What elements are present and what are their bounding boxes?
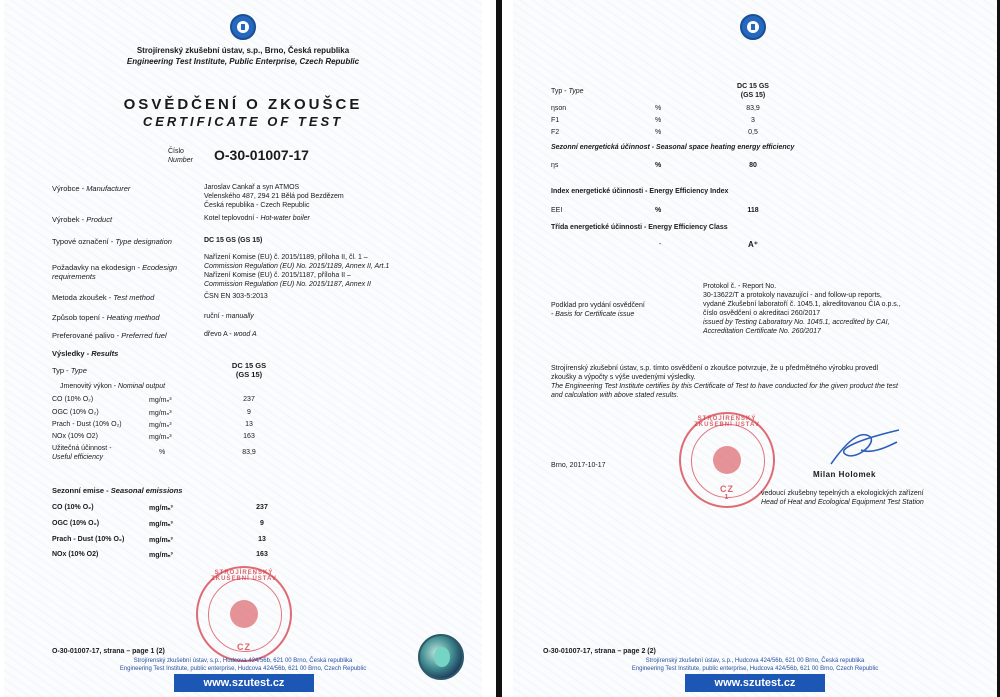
table-row-label: CO (10% O₂) — [52, 396, 94, 403]
footer-address-en: Engineering Test Institute, public enterprise, Hudcova 424/56b, 621 00 Brno, Czech Republic — [119, 666, 367, 672]
eei-unit: % — [655, 207, 662, 214]
page-divider — [496, 0, 502, 697]
table-row-label: CO (10% O₂) — [52, 504, 94, 511]
ecodesign-label: Požadavky na ekodesign - Ecodesign — [52, 263, 178, 272]
manufacturer-line-3: Česká republika - Czech Republic — [204, 202, 310, 209]
table-row-value: 0,5 — [748, 129, 758, 136]
heating-method-label: Způsob topení - Heating method — [52, 313, 160, 322]
footer-page-number: O-30-01007-17, strana – page 2 (2) — [543, 648, 656, 655]
table-row-label: F2 — [551, 129, 560, 136]
table-row-value: 237 — [243, 396, 255, 403]
issue-date: Brno, 2017-10-17 — [551, 462, 606, 469]
useful-efficiency-label-en: Useful efficiency — [52, 454, 103, 461]
table-row-value: 163 — [243, 433, 255, 440]
signer-name: Milan Holomek — [813, 470, 876, 479]
manufacturer-label: Výrobce - Manufacturer — [52, 184, 131, 193]
useful-efficiency-unit: % — [159, 449, 166, 456]
table-row-label: OGC (10% O₂) — [52, 520, 100, 527]
table-row-value: 163 — [256, 551, 268, 558]
table-row-unit: % — [655, 117, 662, 124]
table-row-label: NOx (10% O2) — [52, 433, 98, 440]
hologram-seal-icon — [418, 634, 464, 680]
ecodesign-label-2: requirements — [52, 272, 96, 281]
nominal-output-label: Jmenovitý výkon - Nominal output — [60, 383, 166, 390]
protocol-line-1: Protokol č. - Report No. — [703, 283, 777, 290]
fuel-value: dřevo A - wood A — [204, 331, 257, 338]
table-row-label: Prach - Dust (10% O₂) — [52, 536, 125, 543]
test-method-label: Metoda zkoušek - Test method — [52, 293, 155, 302]
ns-unit: % — [655, 162, 662, 169]
footer-address-cz: Strojírenský zkušební ústav, s.p., Hudcova 424/56b, 621 00 Brno, Česká republika — [133, 658, 353, 664]
official-stamp-icon: STROJÍRENSKÝ ZKUŠEBNÍ ÚSTAV CZ 1 — [679, 412, 775, 508]
ns-label: ηs — [551, 162, 559, 169]
footer-address-en: Engineering Test Institute, public enterprise, Hudcova 424/56b, 621 00 Brno, Czech Republic — [631, 666, 879, 672]
handwritten-signature-icon — [825, 424, 905, 470]
results-type-col-1: DC 15 GS — [231, 361, 267, 370]
ecodesign-line-4: Commission Regulation (EU) No. 2015/1187, Annex II — [204, 281, 371, 288]
statement-en-line-2: and calculation with above stated results. — [551, 392, 679, 399]
statement-cz-line-2: zkoušky a výpočty s výše uvedenými výsledky. — [551, 374, 696, 381]
certificate-page-2 — [513, 0, 997, 697]
heating-method-value: ruční - manually — [204, 313, 254, 320]
official-stamp-icon: STROJÍRENSKÝ ZKUŠEBNÍ ÚSTAV CZ — [196, 566, 292, 662]
table-row-unit: mg/mₙ³ — [149, 434, 172, 441]
table-row-unit: mg/mₙ³ — [149, 410, 172, 417]
table-row-value: 237 — [256, 504, 268, 511]
test-method-value: ČSN EN 303-5:2013 — [204, 293, 268, 300]
title-en: CERTIFICATE OF TEST — [142, 114, 344, 129]
table-row-label: NOx (10% O2) — [52, 551, 99, 558]
protocol-line-2: 30-13622/T a protokoly navazující - and follow-up reports, — [703, 292, 882, 299]
product-label: Výrobek - Product — [52, 215, 113, 224]
table-row-label: Prach - Dust (10% O₂) — [52, 421, 122, 428]
szu-logo-icon — [230, 14, 256, 40]
results-type-label: Typ - Type — [52, 366, 87, 375]
signer-title-cz: vedoucí zkušebny tepelných a ekologických zařízení — [761, 490, 924, 497]
protocol-line-6: Accreditation Certificate No. 260/2017 — [703, 328, 821, 335]
table-row-value: 9 — [260, 520, 264, 527]
energy-class-value: A⁺ — [748, 240, 758, 249]
table-row-unit: mg/mₙ³ — [149, 422, 172, 429]
useful-efficiency-value: 83,9 — [242, 449, 256, 456]
institute-name-en: Engineering Test Institute, Public Enterprise, Czech Republic — [126, 57, 360, 66]
table-row-unit: mg/mₙ³ — [149, 397, 172, 404]
energy-class-heading: Třída energetické účinnosti - Energy Efficiency Class — [551, 224, 728, 231]
type-designation-label: Typové označení - Type designation — [52, 237, 172, 246]
type-col-1: DC 15 GS — [737, 83, 769, 90]
table-row-unit: mg/mₙ³ — [149, 505, 173, 512]
certificate-number: O-30-01007-17 — [214, 147, 309, 163]
certificate-page-1 — [4, 0, 482, 697]
table-row-unit: % — [655, 129, 662, 136]
szu-logo-icon — [740, 14, 766, 40]
manufacturer-line-2: Velenského 487, 294 21 Bělá pod Bezdězem — [204, 193, 344, 200]
number-label-cz: Číslo — [168, 148, 184, 155]
statement-en-line-1: The Engineering Test Institute certifies by this Certificate of Test to have conducted for the given product the test — [551, 383, 898, 390]
energy-class-dash: - — [659, 241, 662, 248]
title-cz: OSVĚDČENÍ O ZKOUŠCE — [123, 96, 363, 113]
manufacturer-line-1: Jaroslav Cankař a syn ATMOS — [204, 184, 300, 191]
table-row-value: 83,9 — [746, 105, 760, 112]
ecodesign-line-1: Nařízení Komise (EU) č. 2015/1189, příloha II, čl. 1 – — [204, 254, 368, 261]
ecodesign-line-2: Commission Regulation (EU) No. 2015/1189, Annex II, Art.1 — [204, 263, 390, 270]
table-row-unit: mg/mₙ³ — [149, 521, 173, 528]
basis-label-cz: Podklad pro vydání osvědčení — [551, 302, 645, 309]
footer-website-link[interactable]: www.szutest.cz — [685, 674, 825, 692]
table-row-label: F1 — [551, 117, 560, 124]
signer-title-en: Head of Heat and Ecological Equipment Test Station — [761, 499, 924, 506]
protocol-line-5: issued by Testing Laboratory No. 1045.1, accredited by CAI, — [703, 319, 890, 326]
ns-value: 80 — [749, 162, 757, 169]
type-label: Typ - Type — [551, 88, 584, 95]
institute-name-cz: Strojírenský zkušební ústav, s.p., Brno, Česká republika — [136, 46, 350, 55]
protocol-line-4: číslo osvědčení o akreditaci 260/2017 — [703, 310, 821, 317]
statement-cz-line-1: Strojírenský zkušební ústav, s.p. tímto osvědčení o zkoušce potvrzuje, že u předmětného výrobku provedl — [551, 365, 879, 372]
number-label-en: Number — [168, 157, 193, 164]
table-row-unit: mg/mₙ³ — [149, 537, 173, 544]
footer-website-link[interactable]: www.szutest.cz — [174, 674, 314, 692]
table-row-value: 13 — [258, 536, 266, 543]
table-row-value: 13 — [245, 421, 253, 428]
eei-label: EEI — [551, 207, 563, 214]
ecodesign-line-3: Nařízení Komise (EU) č. 2015/1187, příloha II – — [204, 272, 351, 279]
table-row-label: ηson — [551, 105, 567, 112]
useful-efficiency-label: Užitečná účinnost - — [52, 445, 112, 452]
type-designation-value: DC 15 GS (GS 15) — [204, 237, 263, 244]
table-row-label: OGC (10% O₂) — [52, 409, 99, 416]
footer-page-number: O-30-01007-17, strana – page 1 (2) — [52, 648, 165, 655]
results-type-col-2: (GS 15) — [235, 370, 263, 379]
table-row-value: 9 — [247, 409, 251, 416]
table-row-unit: mg/mₙ³ — [149, 552, 173, 559]
fuel-label: Preferované palivo - Preferred fuel — [52, 331, 167, 340]
table-row-value: 3 — [751, 117, 755, 124]
eei-heading: Index energetické účinnosti - Energy Efficiency Index — [551, 188, 729, 195]
seasonal-emissions-heading: Sezonní emise - Seasonal emissions — [52, 486, 183, 495]
basis-label-en: - Basis for Certificate issue — [551, 311, 635, 318]
product-value: Kotel teplovodní - Hot-water boiler — [204, 215, 310, 222]
results-heading: Výsledky - Results — [52, 349, 119, 358]
eei-value: 118 — [747, 207, 759, 214]
protocol-line-3: vydané Zkušební laboratoří č. 1045.1, akreditovanou ČIA o.p.s., — [703, 301, 901, 308]
type-col-2: (GS 15) — [740, 92, 766, 99]
seasonal-efficiency-heading: Sezonní energetická účinnost - Seasonal space heating energy efficiency — [551, 144, 795, 151]
table-row-unit: % — [655, 105, 662, 112]
footer-address-cz: Strojírenský zkušební ústav, s.p., Hudcova 424/56b, 621 00 Brno, Česká republika — [645, 658, 865, 664]
